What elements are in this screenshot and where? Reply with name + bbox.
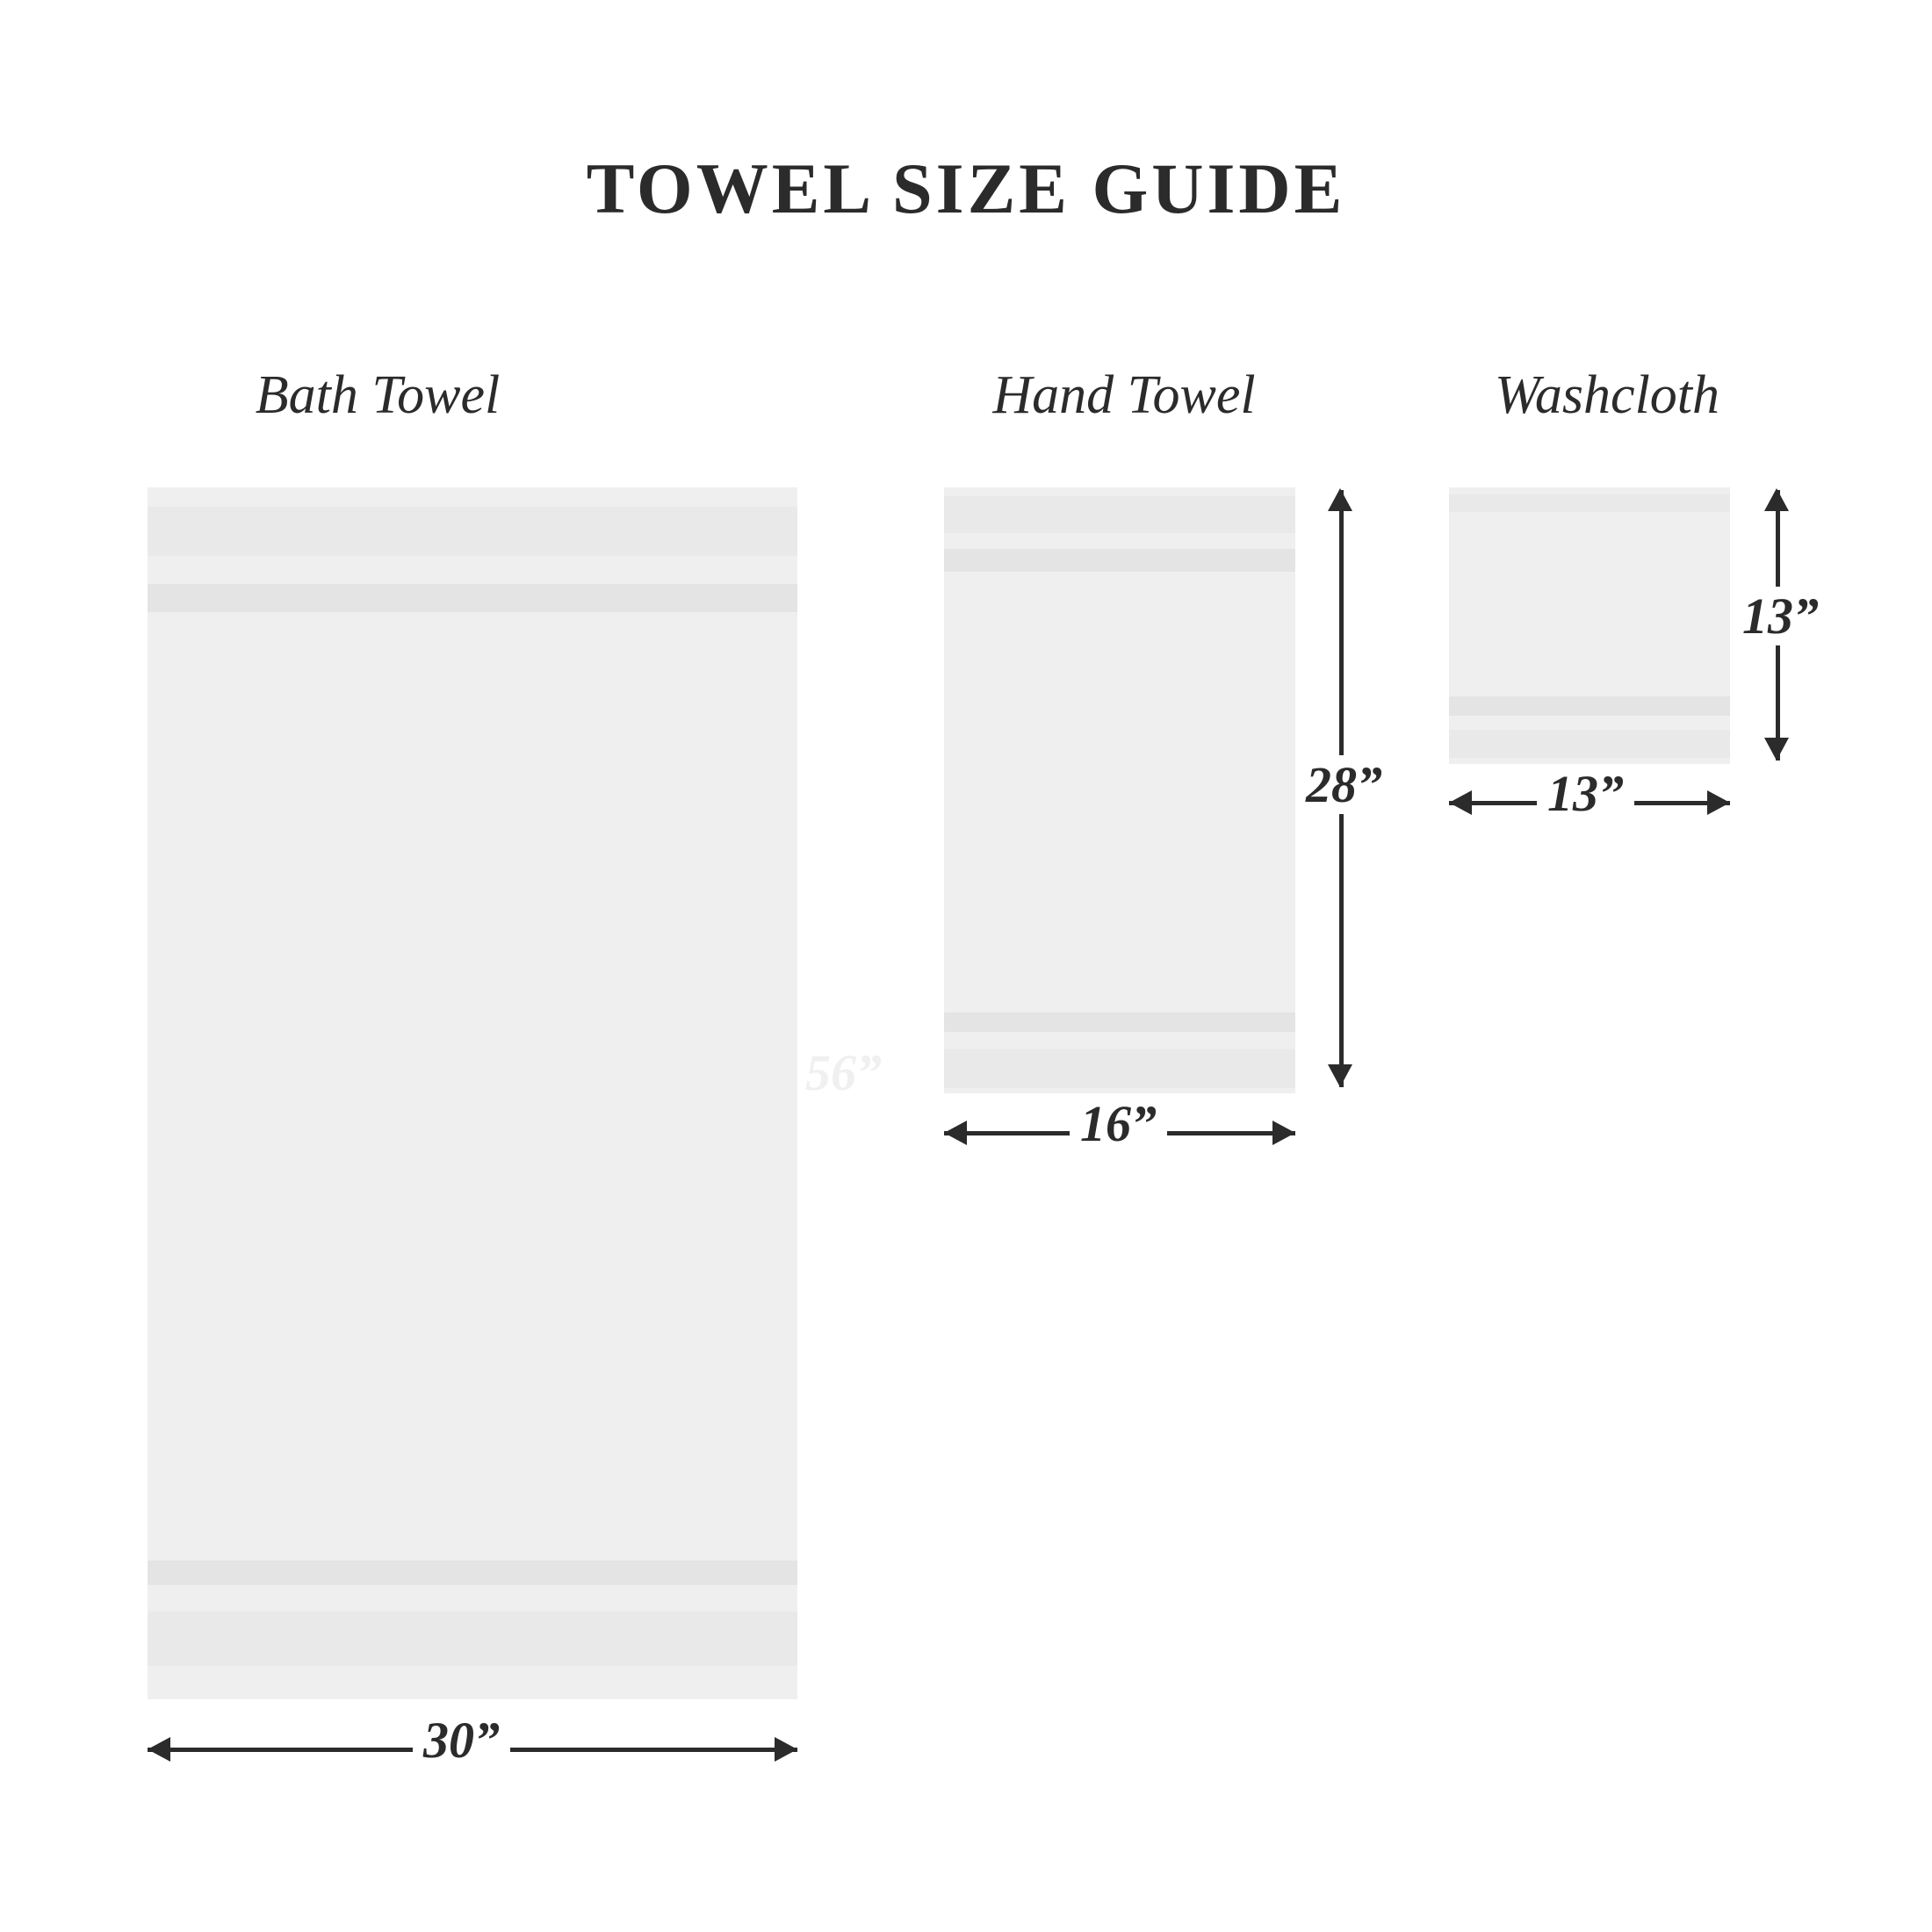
washcloth-height-arrow-down — [1764, 738, 1789, 761]
hand-towel-width-arrow-left — [944, 1121, 967, 1145]
washcloth-stripe — [1449, 696, 1730, 716]
hand-towel-stripe — [944, 1013, 1295, 1032]
washcloth-shape — [1449, 487, 1730, 764]
bath-towel-height-value: 56” — [805, 1044, 882, 1101]
bath-towel-stripe — [148, 584, 797, 612]
hand-towel-height-value: 28” — [1295, 755, 1393, 814]
washcloth-label: Washcloth — [1494, 365, 1720, 425]
page-title: TOWEL SIZE GUIDE — [586, 148, 1346, 228]
washcloth-stripe — [1449, 730, 1730, 758]
bath-towel-width-arrow-left — [148, 1737, 170, 1762]
hand-towel-stripe — [944, 1049, 1295, 1088]
bath-towel-label: Bath Towel — [255, 365, 501, 425]
hand-towel-height-arrow-up — [1328, 488, 1352, 511]
hand-towel-width-arrow-right — [1272, 1121, 1295, 1145]
hand-towel-shape — [944, 487, 1295, 1093]
bath-towel-width-arrow-right — [775, 1737, 797, 1762]
bath-towel-shape — [148, 487, 797, 1699]
bath-towel-stripe — [148, 1611, 797, 1666]
washcloth-height-value: 13” — [1732, 587, 1829, 645]
washcloth-width-arrow-left — [1449, 790, 1472, 815]
hand-towel-label: Hand Towel — [992, 365, 1256, 425]
hand-towel-height-arrow-down — [1328, 1064, 1352, 1087]
hand-towel-width-value: 16” — [1070, 1094, 1167, 1153]
washcloth-width-value: 13” — [1537, 764, 1634, 823]
washcloth-width-arrow-right — [1707, 790, 1730, 815]
washcloth-stripe — [1449, 494, 1730, 512]
bath-towel-width-value: 30” — [413, 1711, 510, 1770]
washcloth-height-arrow-up — [1764, 488, 1789, 511]
bath-towel-stripe — [148, 507, 797, 556]
bath-towel-stripe — [148, 1561, 797, 1585]
hand-towel-stripe — [944, 549, 1295, 572]
hand-towel-stripe — [944, 496, 1295, 533]
